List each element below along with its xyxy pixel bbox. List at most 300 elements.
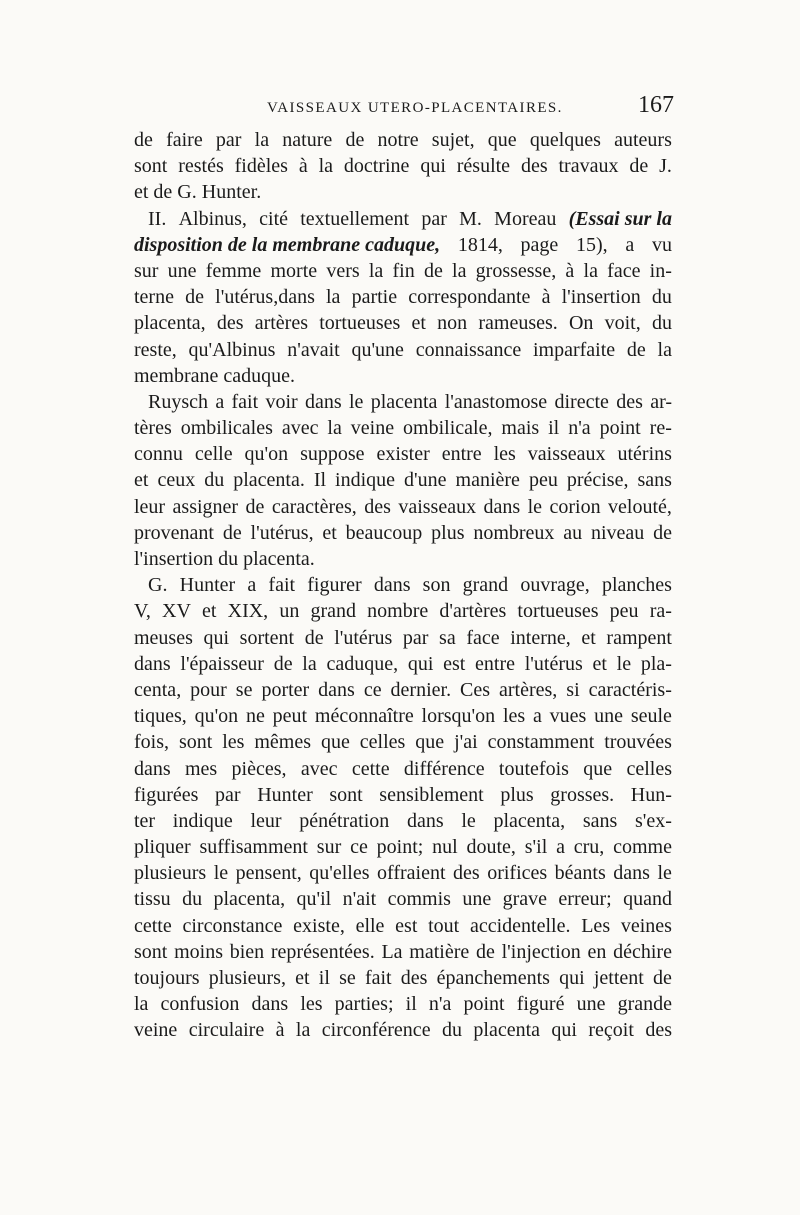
word: suppose [300,443,365,466]
word: connaissance [415,338,522,361]
text-line [134,179,672,205]
word: par [421,207,447,230]
word: grave [502,888,548,911]
word: du [651,312,672,335]
word: dans [373,574,411,597]
word: toutefois [498,757,569,780]
word: avec [281,417,319,440]
word: dans [251,993,289,1016]
word: tères [134,417,172,440]
word: tortueuses [517,600,599,623]
text-line [134,206,672,232]
word: in- [649,259,672,282]
word: manière [455,469,520,492]
word: qui [407,652,434,675]
word: placenta [473,1019,541,1042]
word: et [134,469,149,492]
text-line [134,415,672,441]
word: confusion [160,993,240,1016]
word: une [462,888,492,911]
word: artères [254,312,308,335]
text-line [134,991,672,1017]
word: de [345,129,365,151]
word: peu [609,600,639,623]
word: comme [613,836,672,859]
word: La [381,940,403,963]
word: différence [403,757,485,780]
word: du [182,888,203,911]
word: la [134,993,149,1016]
text-line [134,756,672,782]
word: artères, [499,678,558,701]
word: la [583,259,598,282]
word: rampent [606,626,672,649]
word: Hunter [257,783,313,806]
word: sont [178,731,213,754]
word: dans [134,652,171,675]
word: des [616,390,643,413]
word: d'artères [439,600,507,623]
word: J. [659,155,672,178]
word: parties; [334,993,394,1016]
word: provenant [134,521,214,544]
word: dans [483,495,521,518]
word: de [653,967,672,989]
text-line [134,834,672,860]
word: fois, [134,731,169,754]
word: il [548,417,560,440]
word: l'utérus, [250,521,314,544]
italic-title-text: (Essai sur la [568,207,672,230]
word: a [556,836,565,859]
word: G. [148,574,168,597]
word: celle [194,443,233,466]
word: plusieurs, [208,967,286,989]
word: son [422,574,451,597]
word: centa, [134,678,182,701]
word: qu'on [194,705,239,728]
word: ombilicales [180,417,273,440]
word: directe [554,390,609,413]
word: reste, [134,338,177,361]
text-line [134,860,672,886]
word: vaisseaux [527,443,606,466]
word: moins [174,940,223,963]
word: exister [376,443,430,466]
word: un [279,600,300,623]
word: de [629,155,649,178]
word: matière [409,940,470,963]
word: veine [350,417,395,440]
word: dans [406,809,444,832]
word: des [216,312,244,335]
word: morte [270,259,318,282]
word: qui [203,626,230,649]
word: de [185,286,205,309]
word: par [215,129,242,151]
word: dans [613,862,650,885]
word: de [134,129,153,151]
word: dernier. [390,678,452,701]
text-line [134,939,672,965]
word: au [563,521,583,544]
word: meuses [134,626,193,649]
text-line [134,782,672,808]
word: sa [439,626,456,649]
word: velouté, [608,495,672,518]
word: nul [432,836,458,859]
word: l'utérus [524,652,583,675]
word: ne [245,705,265,728]
word: nombreux [473,521,555,544]
word: accidentelle. [469,914,571,937]
italic-title-text: disposition de la membrane caduque, [134,233,441,256]
word: sans [637,469,672,492]
word: l'anastomose [444,390,548,413]
word: l'épaisseur [180,652,264,675]
word: n'a [568,417,591,440]
word: sans [582,809,618,832]
word: se [235,678,253,701]
word: travaux [558,155,619,178]
word: mes [185,757,218,780]
word: point [463,993,505,1016]
text-line [134,729,672,755]
word: l'utérus,dans [215,286,315,309]
word: qu'elles [309,862,370,885]
word: M. [459,207,482,230]
word: a [215,390,225,413]
word: interne, [510,626,571,649]
word: que [415,731,445,754]
word: sont [329,783,363,806]
word: d'une [404,469,447,492]
word: quand [623,888,672,911]
word: du [441,1019,462,1042]
word: et [592,652,607,675]
text-line [134,232,672,258]
word: du [651,286,672,309]
text-line [134,441,672,467]
word: placenta [370,390,438,413]
word: indique [172,809,233,832]
page-number: 167 [638,92,674,118]
word: page [520,233,559,256]
word: ter [134,809,156,832]
word: vu [651,233,672,256]
text-line [134,913,672,939]
word: qu'on [244,443,289,466]
word: mêmes [254,731,312,754]
word: vaisseaux [398,495,477,518]
word: placenta, [493,809,566,832]
word: la [657,338,672,361]
word: utérins [617,443,672,466]
word: textuellement [300,207,410,230]
word: les [222,731,245,754]
word: une [167,259,197,282]
word: grosses. [550,783,615,806]
word: ce [350,836,368,859]
word: des [400,967,428,989]
text-line [134,808,672,834]
word: pensent, [235,862,302,885]
word: plus [431,521,465,544]
text-line [134,1017,672,1043]
word: caractéris- [588,678,672,701]
word: lorsqu'on [421,705,496,728]
word: pièces, [231,757,287,780]
text-line [134,153,672,179]
word: le [527,495,543,518]
word: que [487,129,517,151]
word: partie [351,286,398,309]
word: le [657,862,672,885]
word: ra- [649,600,672,623]
word: non [437,312,468,335]
word: de [304,626,324,649]
word: les [502,705,526,728]
word: porter [261,678,310,701]
word: qu'Albinus [188,338,276,361]
word: de [245,495,265,518]
word: la [452,259,467,282]
word: entre [441,443,482,466]
text-line [134,625,672,651]
word: beaucoup [345,521,423,544]
word: bien [229,940,265,963]
text-line [134,310,672,336]
word: de [475,940,495,963]
word: elle [355,914,385,937]
word: la [302,652,317,675]
running-title: VAISSEAUX UTERO-PLACENTAIRES. [267,100,563,116]
word: XV [162,600,191,623]
word: à [275,1019,285,1042]
word: pla- [640,652,672,675]
word: tortueuses [319,312,401,335]
word: une [576,993,606,1016]
word: représentées. [270,940,375,963]
word: connu [134,443,183,466]
word: des [520,155,548,178]
word: a [625,233,635,256]
word: caractères, [271,495,357,518]
text-line [134,258,672,284]
word: pour [190,678,227,701]
word: entre [475,652,516,675]
word: 15), [576,233,608,256]
word: doctrine [343,155,410,178]
word: résulte [456,155,511,178]
body-text [134,127,672,1044]
word: et [322,521,337,544]
word: trouvées [604,731,672,754]
word: fait [364,967,392,989]
word: faire [166,129,203,151]
word: sont [134,155,168,178]
word: Hun- [630,783,672,806]
word: sortent [239,626,295,649]
word: l'utérus [334,626,393,649]
word: grande [617,993,672,1016]
text-line [134,598,672,624]
word: circonférence [321,1019,431,1042]
word: dans [318,678,355,701]
word: des [364,495,391,518]
word: fait [231,390,259,413]
word: de [423,259,443,282]
word: voir [265,390,298,413]
word: et [581,626,596,649]
word: point; [376,836,424,859]
word: Ruysch [148,390,208,413]
word: la [254,129,270,151]
word: s'ex- [634,809,672,832]
word: et [202,600,217,623]
word: la [326,286,341,309]
word: n'ait [342,888,377,911]
page-header [134,94,674,124]
word: par [215,783,241,806]
word: précise, [566,469,629,492]
word: quelques [529,129,601,151]
word: épanchements [436,967,550,989]
word: la [295,1019,311,1042]
word: fidèles [234,155,288,178]
word: et [411,312,426,335]
word: auteurs [614,129,672,151]
text-line [134,494,672,520]
word: une [594,705,624,728]
word: Moreau [494,207,557,230]
word: 1814, [457,233,503,256]
word: II. [148,207,167,230]
word: à [298,155,308,178]
word: qui [420,155,446,178]
word: que [320,731,350,754]
word: ombilicale, [403,417,493,440]
text-line [134,651,672,677]
word: toujours [134,967,200,989]
word: re- [649,417,672,440]
word: cité [259,207,289,230]
word: plus [500,783,534,806]
word: commis [387,888,451,911]
text-line [134,389,672,415]
word: Il [313,469,327,492]
word: grand [462,574,509,597]
word: fin [392,259,415,282]
word: indique [335,469,396,492]
word: figuré [516,993,565,1016]
word: le [349,390,364,413]
word: est [395,914,418,937]
word: et de G. Hunter. [134,181,262,204]
word: méconnaître [314,705,414,728]
word: notre [377,129,419,151]
word: reçoit [588,1019,634,1042]
word: de [626,338,646,361]
word: caduque, [326,652,399,675]
word: correspondante [408,286,531,309]
word: existe, [293,914,345,937]
word: vers [326,259,360,282]
word: jettent [593,967,644,989]
word: restés [178,155,224,178]
word: femme [205,259,262,282]
word: j'ai [454,731,478,754]
word: point [599,417,641,440]
word: offraient [377,862,446,885]
word: doute, [466,836,516,859]
word: vues [549,705,587,728]
word: nombre [367,600,429,623]
word: peu [528,469,558,492]
word: suffisamment [199,836,308,859]
word: cru, [573,836,605,859]
word: qu'une [351,338,404,361]
word: les [493,443,516,466]
word: avec [300,757,338,780]
text-line [134,337,672,363]
word: à [541,286,551,309]
word: l'injection [501,940,581,963]
word: ar- [650,390,672,413]
word: sur [134,259,159,282]
word: placenta, [134,312,206,335]
word: il [318,967,330,989]
word: veine [134,1019,178,1042]
word: face [466,626,500,649]
word: déchire [613,940,672,963]
word: pénétration [299,809,390,832]
word: circulaire [188,1019,265,1042]
text-line [134,127,672,153]
word: rameuses. [478,312,558,335]
word: s'il [524,836,548,859]
word: ce [363,678,382,701]
word: le [616,652,632,675]
word: que [583,757,613,780]
word: Les [581,914,611,937]
text-line [134,677,672,703]
word: placenta. [233,469,305,492]
text-line [134,572,672,598]
word: la [327,417,342,440]
word: pliquer [134,836,191,859]
word: voit, [604,312,641,335]
word: grand [310,600,356,623]
word: l'insertion [561,286,641,309]
word: constamment [487,731,595,754]
text-line [134,965,672,991]
word: XIX, [227,600,269,623]
text-line [134,363,672,389]
text-line [134,284,672,310]
word: figurer [307,574,362,597]
word: face [607,259,641,282]
word: mais [501,417,540,440]
word: fait [268,574,296,597]
word: dans [305,390,342,413]
word: et [295,967,310,989]
word: à [565,259,575,282]
word: les [300,993,323,1016]
word: si [566,678,580,701]
word: l'insertion du placenta. [134,548,315,570]
word: béants [554,862,606,885]
